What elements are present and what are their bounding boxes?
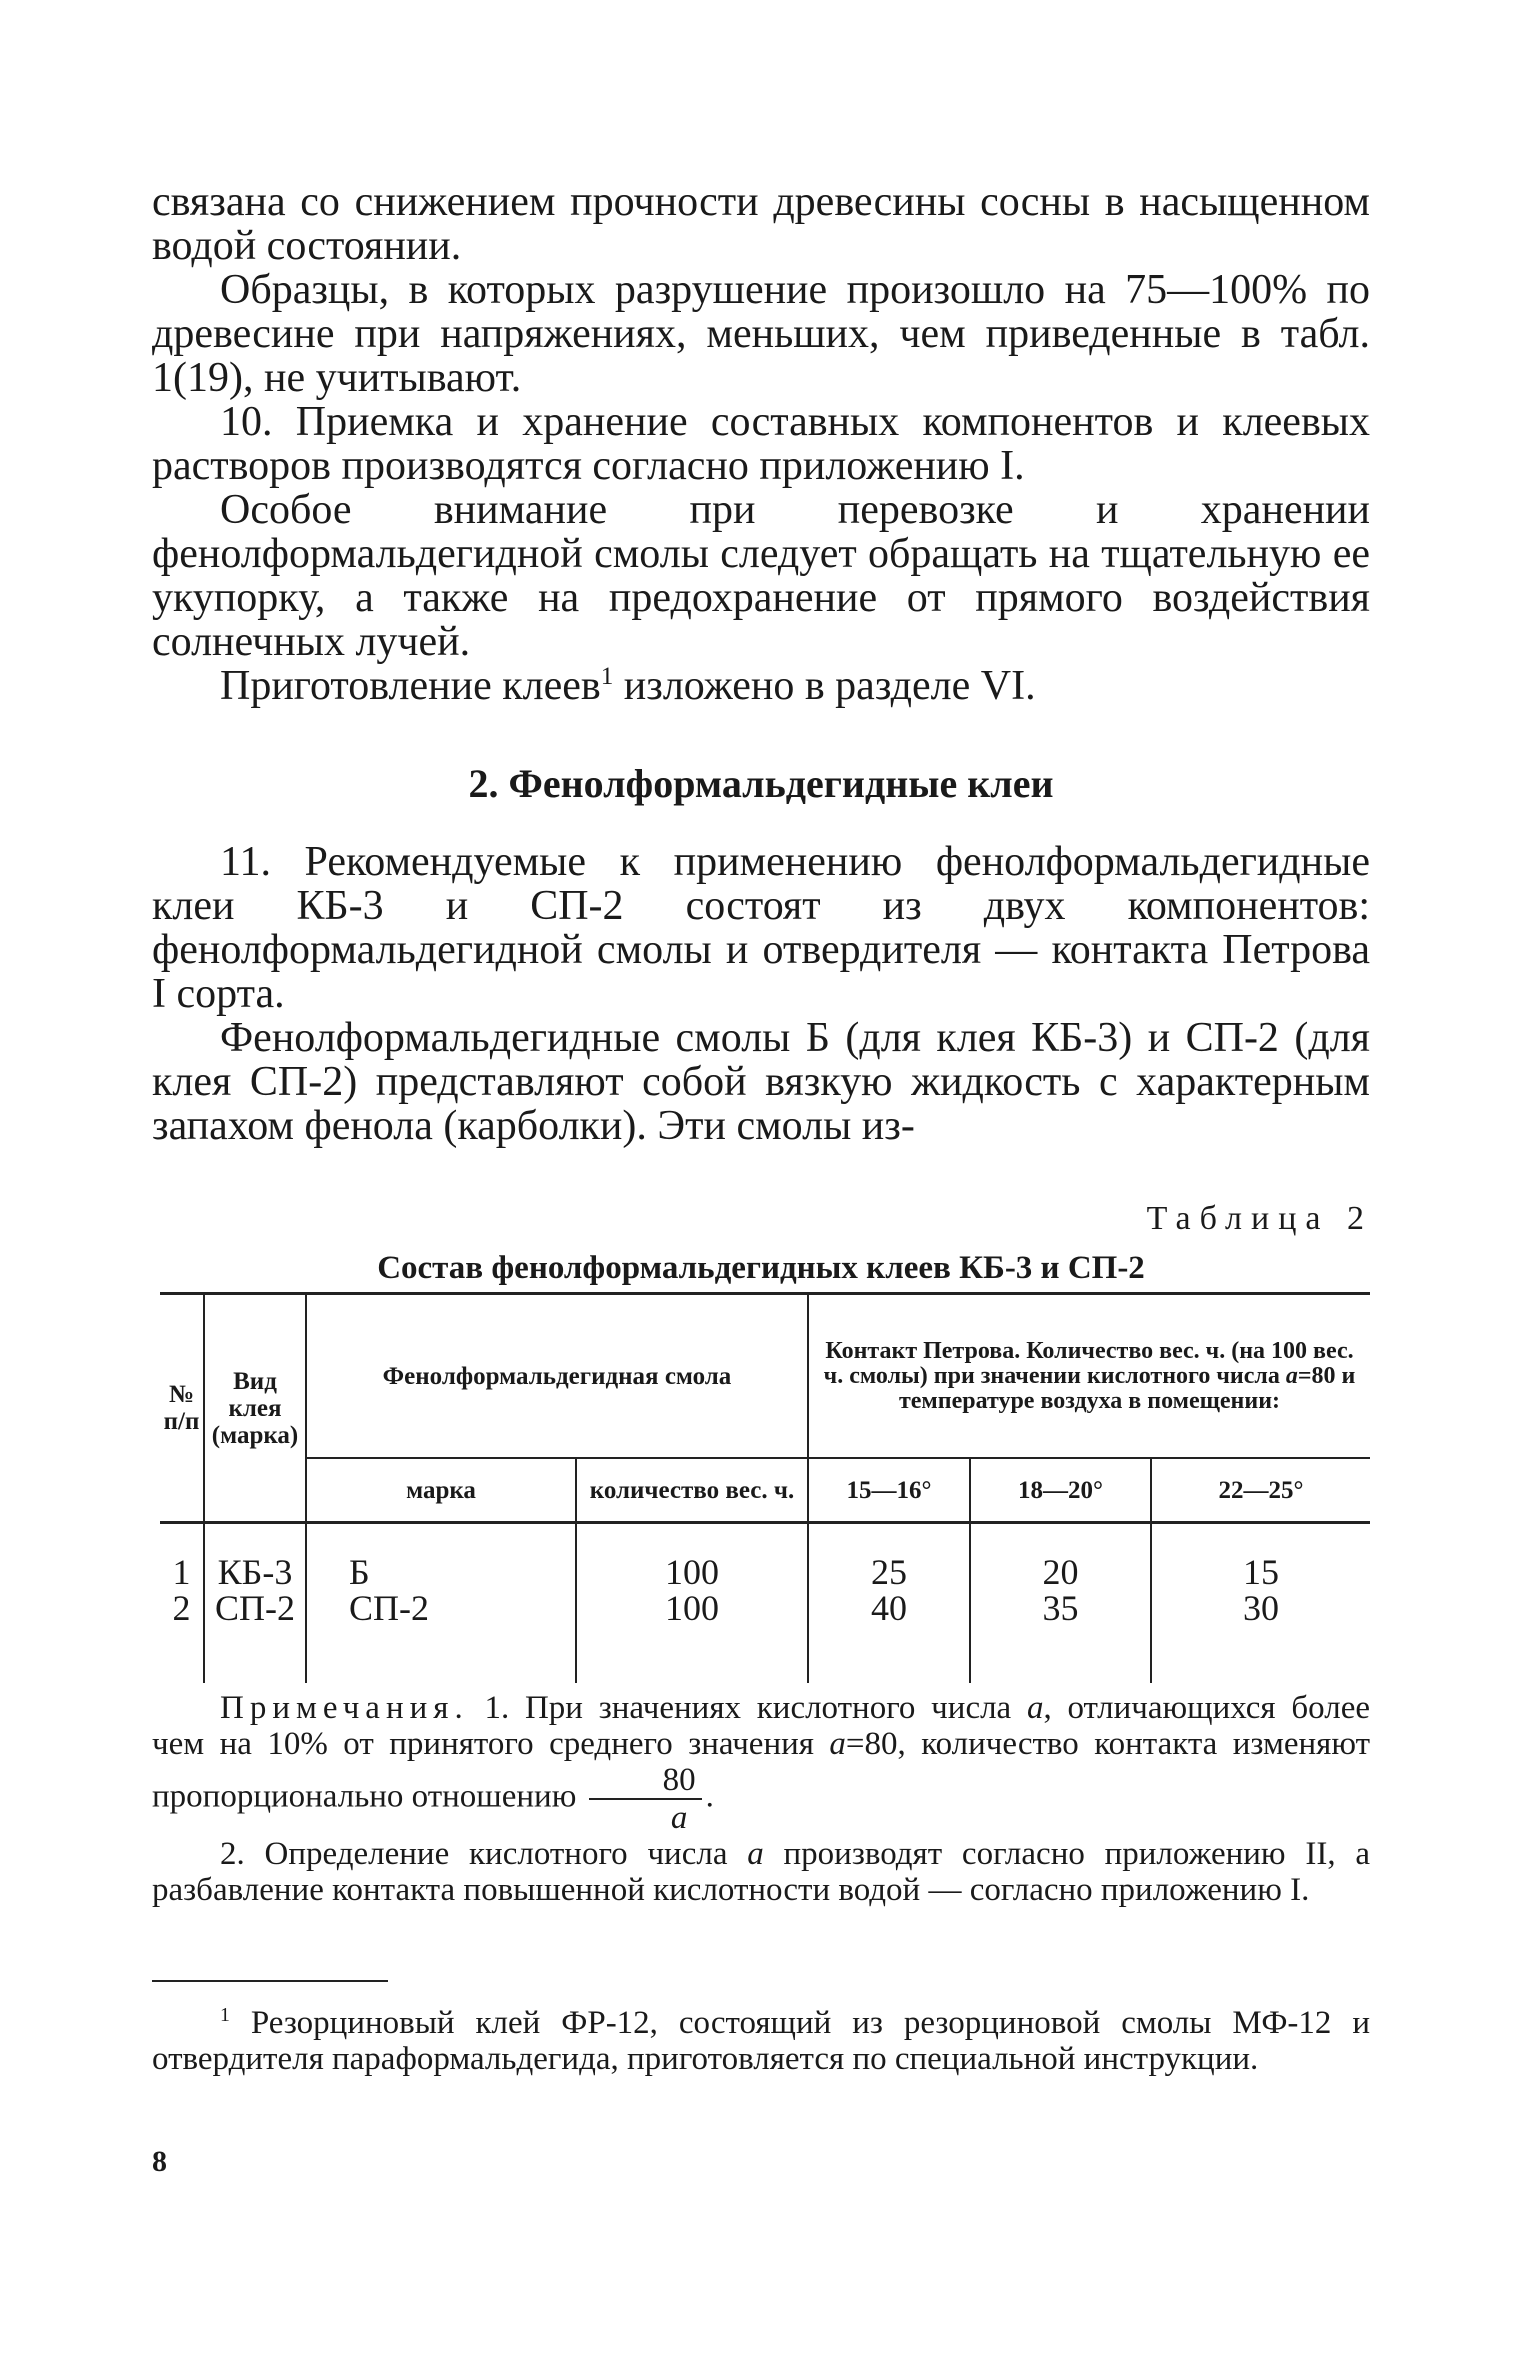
paragraph [152,664,1370,708]
header-contact-text: Контакт Петрова. Количество вес. ч. (на 100 вес. ч. смолы) при значении кислотного числа [823,1337,1354,1389]
cell-mark: Б СП-2 [306,1523,576,1683]
cell-t2: 20 35 [970,1523,1151,1683]
note-2: 2. Определение кислотного числа а производят согласно приложению II, а разбавление контакта повышенной кислотности водой — согласно приложению I. [152,1836,1370,1908]
cell-qty: 100 100 [576,1523,808,1683]
header-qty: количество вес. ч. [576,1458,808,1523]
table-label: Таблица 2 [1146,1200,1373,1237]
paragraph: связана со снижением прочности древесины сосны в насыщенном водой состоянии. [152,179,1370,269]
header-type: Вид клея (марка) [204,1294,306,1523]
header-resin: Фенолформальдегидная смола [306,1294,808,1459]
variable-a: а [1285,1362,1298,1389]
body-text [152,180,1370,708]
header-t1: 15—16° [808,1458,970,1523]
section-body [152,840,1370,1148]
section-heading: 2. Фенолформальдегидные клеи [468,761,1054,806]
cell-t1: 25 40 [808,1523,970,1683]
paragraph-text: Приготовление клеев [220,663,601,709]
header-mark: марка [306,1458,576,1523]
header-contact [808,1294,1370,1459]
cell-t3: 15 30 [1243,1552,1279,1628]
paragraph-text: изложено в разделе VI. [613,663,1036,709]
paragraph: Фенолформальдегидные смолы Б (для клея КБ-3) и СП-2 (для клея СП-2) представляют собой вязкую жидкость с характерным запахом фенола (карболки). Эти смолы из- [152,1015,1370,1149]
notes-label: Примечания. [220,1690,469,1726]
table-title: Состав фенолформальдегидных клеев КБ-3 и СП-2 [377,1250,1145,1286]
footnote-divider [152,1980,388,1982]
page-number: 8 [152,2145,167,2178]
footnote-ref: 1 [600,663,614,690]
table-row [160,1523,1370,1683]
paragraph: Образцы, в которых разрушение произошло на 75—100% по древесине при напряжениях, меньших, чем приведенные в табл. 1(19), не учитывают. [152,267,1370,401]
paragraph: 10. Приемка и хранение составных компонентов и клеевых растворов производятся согласно приложению I. [152,399,1370,489]
footnote [152,2005,1370,2077]
note-1: Примечания. 1. При значениях кислотного числа а, отличающихся более чем на 10% от принятого среднего значения а=80, количество контакта изменяют пропорционально отношению $\frac{80}{а}$ . [152,1690,1370,1836]
paragraph: 11. Рекомендуемые к применению фенолформальдегидные клеи КБ-3 и СП-2 состоят из двух компонентов: фенолформальдегидной смолы и отвердителя — контакта Петрова I сорта. [152,839,1370,1017]
cell-type: КБ-3 СП-2 [204,1523,306,1683]
footnote-text: Резорциновый клей ФР-12, состоящий из резорциновой смолы МФ-12 и отвердителя параформальдегида, приготовляется по специальной инструкции. [152,2005,1370,2077]
composition-table [160,1292,1370,1683]
paragraph: Особое внимание при перевозке и хранении фенолформальдегидной смолы следует обращать на тщательную ее укупорку, а также на предохранение от прямого воздействия солнечных лучей. [152,487,1370,665]
header-contact-text: =80 и температуре воздуха в помещении: [898,1362,1356,1414]
header-t3: 22—25° [1151,1458,1370,1523]
footnote-mark: 1 [220,2004,230,2026]
header-num: № п/п [160,1294,204,1523]
table-notes [152,1690,1370,1908]
header-t2: 18—20° [970,1458,1151,1523]
cell-num: 1 2 [160,1523,204,1683]
fraction: $\frac{80}{а}$ [589,1762,702,1836]
